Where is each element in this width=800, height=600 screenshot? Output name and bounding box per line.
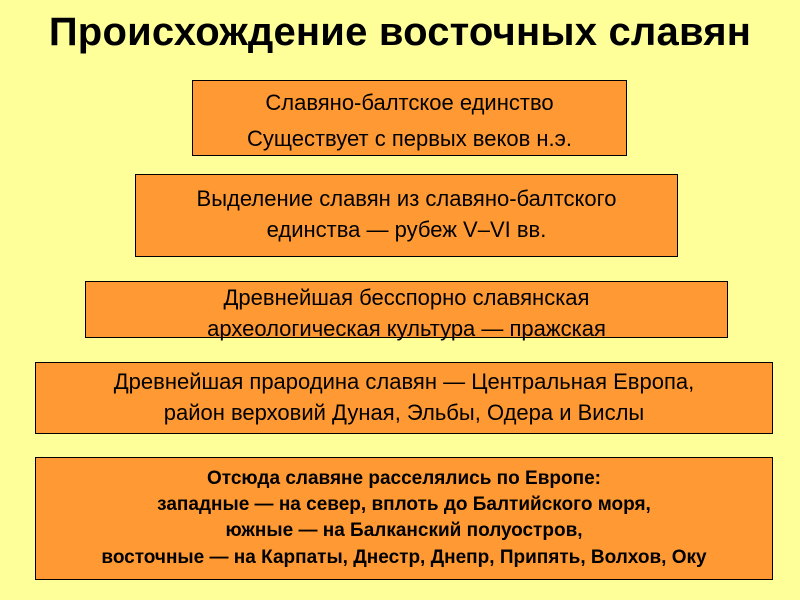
box-line: Древнейшая бесспорно славянская [223, 285, 590, 310]
box-line: Существует с первых веков н.э. [247, 126, 572, 152]
box-line: археологическая культура — пражская [207, 315, 606, 341]
box-line: южные — на Балканский полуостров, [225, 520, 583, 542]
box-line: Выделение славян из славяно-балтского [196, 186, 617, 211]
box-ancestral-homeland [35, 362, 773, 434]
box-settlement-directions [35, 457, 773, 580]
box-line: западные — на север, вплоть до Балтийского моря, [157, 494, 651, 516]
box-prague-culture [85, 281, 728, 341]
box-line: Отсюда славяне расселялись по Европе: [207, 468, 601, 489]
box-slavs-separation [135, 174, 678, 257]
box-line: восточные — на Карпаты, Днестр, Днепр, Припять, Волхов, Оку [101, 546, 707, 568]
box-slavic-baltic-unity [192, 80, 627, 156]
box-line: Древнейшая прародина славян — Центральная Европа, [113, 369, 695, 394]
box-line: единства — рубеж V–VI вв. [266, 216, 547, 242]
box-line: Славяно-балтское единство [265, 90, 554, 115]
box-line: район верховий Дуная, Эльбы, Одера и Вислы [163, 399, 645, 425]
slide-title: Происхождение восточных славян [48, 10, 752, 54]
